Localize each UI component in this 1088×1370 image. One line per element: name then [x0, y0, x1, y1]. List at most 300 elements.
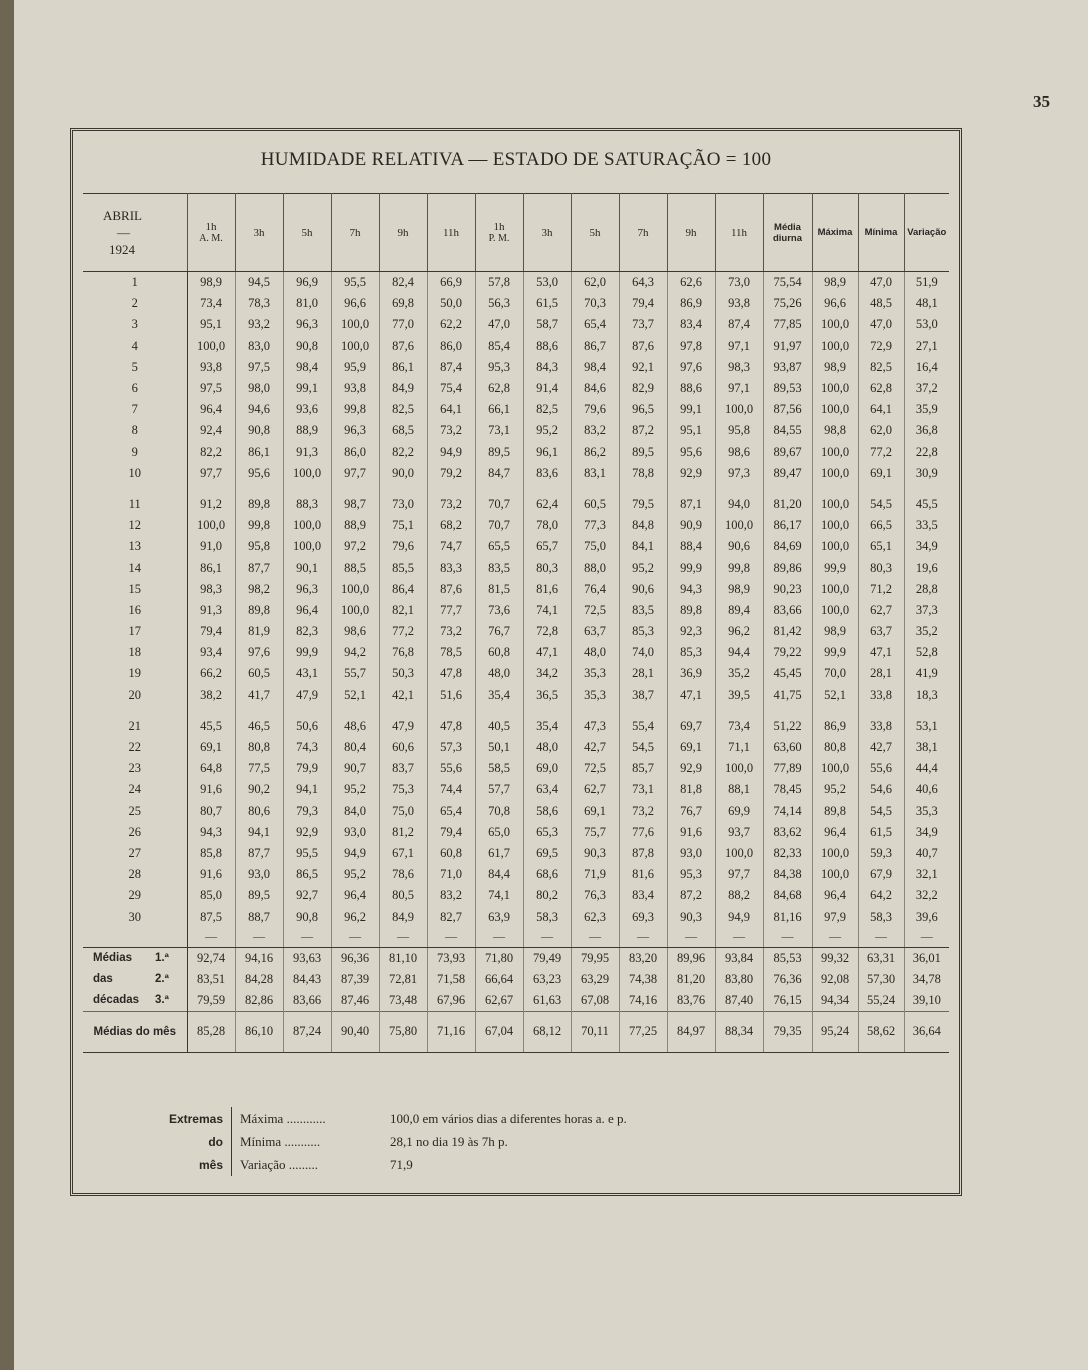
extreme-row: [133, 1107, 893, 1130]
value-cell: 100,0: [331, 314, 379, 335]
header-minima: Mínima: [858, 194, 904, 272]
value-cell: 98,8: [812, 420, 858, 441]
day-cell: 19: [83, 663, 187, 684]
value-cell: 98,6: [331, 621, 379, 642]
value-cell: 64,8: [187, 758, 235, 779]
table-row: [83, 801, 949, 822]
decade-label: das: [93, 973, 113, 986]
day-cell: 13: [83, 536, 187, 557]
value-cell: 70,7: [475, 494, 523, 515]
value-cell: 59,3: [858, 843, 904, 864]
extreme-value: 100,0 em vários dias a diferentes horas a. e p.: [390, 1110, 627, 1126]
value-cell: 97,8: [667, 336, 715, 357]
table-row: [83, 685, 949, 706]
value-cell: 41,75: [763, 685, 812, 706]
value-cell: 95,8: [235, 536, 283, 557]
value-cell: 36,9: [667, 663, 715, 684]
value-cell: 77,7: [427, 600, 475, 621]
value-cell: 32,1: [915, 867, 938, 882]
value-cell: 89,5: [619, 442, 667, 463]
value-cell: 92,7: [283, 885, 331, 906]
value-cell: 64,3: [619, 272, 667, 294]
day-cell: 23: [83, 758, 187, 779]
value-cell: 73,2: [619, 801, 667, 822]
day-cell: 1: [83, 272, 187, 294]
value-cell: 69,5: [523, 843, 571, 864]
value-cell: 93,0: [667, 843, 715, 864]
value-cell: 84,1: [619, 536, 667, 557]
value-cell: 80,8: [812, 737, 858, 758]
value-cell: 95,2: [331, 864, 379, 885]
value-cell: 83,1: [571, 463, 619, 484]
value-cell: 90,8: [283, 906, 331, 927]
value-cell: 47,1: [667, 685, 715, 706]
table-row: [83, 885, 949, 906]
value-cell: 93,2: [235, 314, 283, 335]
value-cell: 95,2: [812, 779, 858, 800]
value-cell: 89,53: [763, 378, 812, 399]
value-cell: 71,9: [571, 864, 619, 885]
document-page: [14, 0, 1088, 1370]
value-cell: 100,0: [283, 515, 331, 536]
value-cell: 74,16: [619, 990, 667, 1012]
value-cell: 36,8: [915, 423, 938, 438]
value-cell: 54,5: [858, 494, 904, 515]
value-cell: 73,0: [715, 272, 763, 294]
value-cell: 86,1: [187, 557, 235, 578]
value-cell: 95,24: [812, 1011, 858, 1052]
value-cell: 60,5: [235, 663, 283, 684]
value-cell: 36,5: [523, 685, 571, 706]
table-row: [83, 399, 949, 420]
value-cell: 73,2: [427, 494, 475, 515]
value-cell: 93,4: [187, 642, 235, 663]
value-cell: 65,0: [475, 822, 523, 843]
value-cell: 80,3: [523, 557, 571, 578]
value-cell: 75,54: [763, 272, 812, 294]
value-cell: 48,5: [858, 293, 904, 314]
value-cell: 94,4: [715, 642, 763, 663]
value-cell: 63,9: [475, 906, 523, 927]
value-cell: 74,38: [619, 969, 667, 990]
value-cell: 83,2: [571, 420, 619, 441]
value-cell: 87,8: [619, 843, 667, 864]
table-row: [83, 463, 949, 484]
spacer-cell: [619, 484, 667, 494]
value-cell: 82,2: [379, 442, 427, 463]
value-cell: 100,0: [187, 515, 235, 536]
day-cell: 4: [83, 336, 187, 357]
value-cell: 82,2: [187, 442, 235, 463]
value-cell: 87,40: [715, 990, 763, 1012]
extreme-row: [133, 1130, 893, 1153]
value-cell: 62,7: [571, 779, 619, 800]
value-cell: 65,4: [571, 314, 619, 335]
value-cell: 88,9: [283, 420, 331, 441]
decade-label: Médias: [93, 952, 132, 965]
value-cell: 88,7: [235, 906, 283, 927]
day-cell: 5: [83, 357, 187, 378]
value-cell: 91,3: [283, 442, 331, 463]
value-cell: 87,56: [763, 399, 812, 420]
value-cell: 82,7: [427, 906, 475, 927]
value-cell: 94,1: [283, 779, 331, 800]
value-cell: 35,2: [915, 624, 938, 639]
value-cell: 86,17: [763, 515, 812, 536]
value-cell: 67,1: [379, 843, 427, 864]
value-cell: 99,8: [235, 515, 283, 536]
dash-cell: —: [379, 928, 427, 946]
value-cell: 66,1: [475, 399, 523, 420]
value-cell: 92,4: [187, 420, 235, 441]
decade-label: décadas: [93, 994, 140, 1007]
value-cell: 96,4: [812, 885, 858, 906]
value-cell: 51,6: [427, 685, 475, 706]
value-cell: 67,04: [475, 1011, 523, 1052]
value-cell: 98,3: [187, 579, 235, 600]
value-cell: 38,7: [619, 685, 667, 706]
value-cell: 90,0: [379, 463, 427, 484]
value-cell: 34,78: [912, 971, 941, 986]
value-cell: 74,7: [427, 536, 475, 557]
value-cell: 58,3: [523, 906, 571, 927]
value-cell: 85,3: [667, 642, 715, 663]
value-cell: 62,8: [858, 378, 904, 399]
spacer-cell: [763, 706, 812, 716]
value-cell: 86,5: [283, 864, 331, 885]
dash-cell: —: [475, 928, 523, 946]
value-cell: 93,7: [715, 822, 763, 843]
value-cell: 87,2: [619, 420, 667, 441]
value-cell: 99,8: [715, 557, 763, 578]
value-cell: 41,9: [915, 666, 938, 681]
spacer-cell: [667, 484, 715, 494]
day-cell: 26: [83, 822, 187, 843]
value-cell: 97,5: [187, 378, 235, 399]
value-cell: 53,1: [915, 718, 938, 733]
value-cell: 96,3: [331, 420, 379, 441]
value-cell: 48,6: [331, 716, 379, 737]
value-cell: 96,6: [812, 293, 858, 314]
value-cell: 19,6: [915, 560, 938, 575]
value-cell: 72,9: [858, 336, 904, 357]
value-cell: 73,48: [379, 990, 427, 1012]
value-cell: 75,0: [571, 536, 619, 557]
value-cell: 62,0: [571, 272, 619, 294]
value-cell: 58,62: [858, 1011, 904, 1052]
value-cell: 57,7: [475, 779, 523, 800]
value-cell: 92,1: [619, 357, 667, 378]
value-cell: 94,3: [667, 579, 715, 600]
value-cell: 35,3: [571, 663, 619, 684]
table-row: [83, 293, 949, 314]
value-cell: 64,2: [858, 885, 904, 906]
value-cell: 96,3: [283, 314, 331, 335]
value-cell: 83,7: [379, 758, 427, 779]
value-cell: 52,8: [915, 645, 938, 660]
day-cell: 16: [83, 600, 187, 621]
value-cell: 75,7: [571, 822, 619, 843]
header-hour: 7h: [331, 194, 379, 272]
value-cell: 92,9: [667, 463, 715, 484]
header-hour: 5h: [283, 194, 331, 272]
value-cell: 83,5: [475, 557, 523, 578]
value-cell: 81,20: [667, 969, 715, 990]
value-cell: 34,2: [523, 663, 571, 684]
header-maxima: Máxima: [812, 194, 858, 272]
value-cell: 52,1: [812, 685, 858, 706]
value-cell: 81,20: [763, 494, 812, 515]
value-cell: 97,7: [331, 463, 379, 484]
value-cell: 77,0: [379, 314, 427, 335]
spacer-cell: [858, 706, 904, 716]
value-cell: 96,1: [523, 442, 571, 463]
value-cell: 37,3: [915, 602, 938, 617]
value-cell: 84,97: [667, 1011, 715, 1052]
value-cell: 47,0: [858, 272, 904, 294]
value-cell: 45,45: [763, 663, 812, 684]
value-cell: 40,5: [475, 716, 523, 737]
value-cell: 73,7: [619, 314, 667, 335]
value-cell: 93,0: [235, 864, 283, 885]
value-cell: 90,7: [331, 758, 379, 779]
value-cell: 87,5: [187, 906, 235, 927]
value-cell: 41,7: [235, 685, 283, 706]
value-cell: 88,34: [715, 1011, 763, 1052]
value-cell: 97,2: [331, 536, 379, 557]
value-cell: 91,97: [763, 336, 812, 357]
value-cell: 97,1: [715, 336, 763, 357]
value-cell: 83,5: [619, 600, 667, 621]
value-cell: 92,74: [187, 947, 235, 969]
value-cell: 38,1: [915, 740, 938, 755]
value-cell: 89,86: [763, 557, 812, 578]
day-cell: 24: [83, 779, 187, 800]
spacer-cell: [812, 706, 858, 716]
value-cell: 83,20: [619, 947, 667, 969]
value-cell: 82,5: [858, 357, 904, 378]
value-cell: 78,8: [619, 463, 667, 484]
value-cell: 68,12: [523, 1011, 571, 1052]
value-cell: 81,6: [523, 579, 571, 600]
value-cell: 67,96: [427, 990, 475, 1012]
value-cell: 39,10: [912, 992, 941, 1007]
day-cell: 11: [83, 494, 187, 515]
value-cell: 93,8: [331, 378, 379, 399]
value-cell: 85,3: [619, 621, 667, 642]
value-cell: 78,5: [427, 642, 475, 663]
value-cell: 90,8: [283, 336, 331, 357]
value-cell: 74,4: [427, 779, 475, 800]
value-cell: 47,8: [427, 716, 475, 737]
value-cell: 71,16: [427, 1011, 475, 1052]
value-cell: 79,9: [283, 758, 331, 779]
value-cell: 97,1: [715, 378, 763, 399]
spacer-cell: [187, 484, 235, 494]
value-cell: 69,8: [379, 293, 427, 314]
value-cell: 47,0: [858, 314, 904, 335]
value-cell: 58,5: [475, 758, 523, 779]
value-cell: 83,76: [667, 990, 715, 1012]
value-cell: 84,9: [379, 906, 427, 927]
value-cell: 88,1: [715, 779, 763, 800]
value-cell: 64,1: [858, 399, 904, 420]
value-cell: 73,6: [475, 600, 523, 621]
value-cell: 34,9: [915, 539, 938, 554]
table-row: [83, 758, 949, 779]
day-cell: 7: [83, 399, 187, 420]
value-cell: 83,51: [187, 969, 235, 990]
value-cell: 82,1: [379, 600, 427, 621]
value-cell: 63,4: [523, 779, 571, 800]
value-cell: 78,0: [523, 515, 571, 536]
header-hour: 9h: [667, 194, 715, 272]
value-cell: 69,9: [715, 801, 763, 822]
value-cell: 81,6: [619, 864, 667, 885]
value-cell: 85,28: [187, 1011, 235, 1052]
extreme-value: 71,9: [390, 1156, 413, 1172]
header-media-diurna: Média diurna: [763, 194, 812, 272]
value-cell: 73,2: [427, 621, 475, 642]
value-cell: 77,3: [571, 515, 619, 536]
dash-cell: —: [427, 928, 475, 946]
day-cell: 17: [83, 621, 187, 642]
value-cell: 42,7: [571, 737, 619, 758]
value-cell: 84,9: [379, 378, 427, 399]
value-cell: 100,0: [812, 864, 858, 885]
value-cell: 97,7: [187, 463, 235, 484]
value-cell: 80,8: [235, 737, 283, 758]
value-cell: 94,9: [427, 442, 475, 463]
value-cell: 88,5: [331, 557, 379, 578]
value-cell: 57,30: [858, 969, 904, 990]
value-cell: 90,8: [235, 420, 283, 441]
value-cell: 79,6: [379, 536, 427, 557]
value-cell: 79,49: [523, 947, 571, 969]
value-cell: 98,0: [235, 378, 283, 399]
value-cell: 80,3: [858, 557, 904, 578]
spacer-cell: [667, 706, 715, 716]
header-hour: 1h A. M.: [187, 194, 235, 272]
value-cell: 89,8: [235, 600, 283, 621]
value-cell: 98,9: [812, 272, 858, 294]
value-cell: 30,9: [915, 465, 938, 480]
value-cell: 62,4: [523, 494, 571, 515]
value-cell: 89,8: [667, 600, 715, 621]
value-cell: 42,7: [858, 737, 904, 758]
value-cell: 47,1: [523, 642, 571, 663]
value-cell: 35,3: [571, 685, 619, 706]
value-cell: 61,63: [523, 990, 571, 1012]
value-cell: 73,2: [427, 420, 475, 441]
value-cell: 86,10: [235, 1011, 283, 1052]
value-cell: 74,0: [619, 642, 667, 663]
value-cell: 82,33: [763, 843, 812, 864]
value-cell: 66,2: [187, 663, 235, 684]
value-cell: 98,4: [571, 357, 619, 378]
value-cell: 85,7: [619, 758, 667, 779]
value-cell: 33,8: [858, 685, 904, 706]
spacer-cell: [475, 706, 523, 716]
value-cell: 90,40: [331, 1011, 379, 1052]
dash-cell: —: [235, 928, 283, 946]
value-cell: 76,15: [763, 990, 812, 1012]
value-cell: 86,0: [331, 442, 379, 463]
value-cell: 71,2: [858, 579, 904, 600]
day-cell: 29: [83, 885, 187, 906]
extreme-label: Mínima ...........: [240, 1133, 321, 1149]
value-cell: 69,1: [667, 737, 715, 758]
spacer-cell: [283, 706, 331, 716]
table-row: [83, 716, 949, 737]
value-cell: 84,28: [235, 969, 283, 990]
value-cell: 82,4: [379, 272, 427, 294]
day-cell: 20: [83, 685, 187, 706]
value-cell: 69,1: [858, 463, 904, 484]
spacer-cell: [235, 484, 283, 494]
value-cell: 82,3: [283, 621, 331, 642]
value-cell: 50,1: [475, 737, 523, 758]
value-cell: 63,23: [523, 969, 571, 990]
spacer-cell: [571, 706, 619, 716]
value-cell: 90,3: [571, 843, 619, 864]
spacer-cell: [83, 928, 187, 946]
value-cell: 95,2: [331, 779, 379, 800]
value-cell: 84,8: [619, 515, 667, 536]
value-cell: 96,4: [331, 885, 379, 906]
header-hour: 1h P. M.: [475, 194, 523, 272]
value-cell: 80,6: [235, 801, 283, 822]
value-cell: 100,0: [715, 843, 763, 864]
value-cell: 94,1: [235, 822, 283, 843]
table-body: [83, 272, 949, 1053]
value-cell: 82,9: [619, 378, 667, 399]
value-cell: 68,5: [379, 420, 427, 441]
value-cell: 97,6: [667, 357, 715, 378]
value-cell: 96,6: [331, 293, 379, 314]
value-cell: 55,6: [858, 758, 904, 779]
value-cell: 81,9: [235, 621, 283, 642]
table-row: [83, 864, 949, 885]
value-cell: 66,9: [427, 272, 475, 294]
value-cell: 48,1: [915, 296, 938, 311]
value-cell: 100,0: [812, 579, 858, 600]
value-cell: 88,3: [283, 494, 331, 515]
value-cell: 51,9: [915, 275, 938, 290]
value-cell: 100,0: [331, 579, 379, 600]
value-cell: 60,6: [379, 737, 427, 758]
value-cell: 85,53: [763, 947, 812, 969]
value-cell: 93,84: [715, 947, 763, 969]
value-cell: 84,69: [763, 536, 812, 557]
value-cell: 75,0: [379, 801, 427, 822]
dash-cell: —: [331, 928, 379, 946]
dash-cell: —: [187, 928, 235, 946]
value-cell: 100,0: [715, 758, 763, 779]
value-cell: 70,0: [812, 663, 858, 684]
value-cell: 55,4: [619, 716, 667, 737]
table-row: [83, 906, 949, 927]
value-cell: 98,9: [812, 621, 858, 642]
extremes-head: Extremas: [168, 1111, 223, 1126]
value-cell: 95,2: [619, 557, 667, 578]
value-cell: 83,66: [763, 600, 812, 621]
spacer-cell: [475, 484, 523, 494]
dash-cell: —: [812, 928, 858, 946]
value-cell: 98,3: [715, 357, 763, 378]
value-cell: 87,2: [667, 885, 715, 906]
value-cell: 90,2: [235, 779, 283, 800]
